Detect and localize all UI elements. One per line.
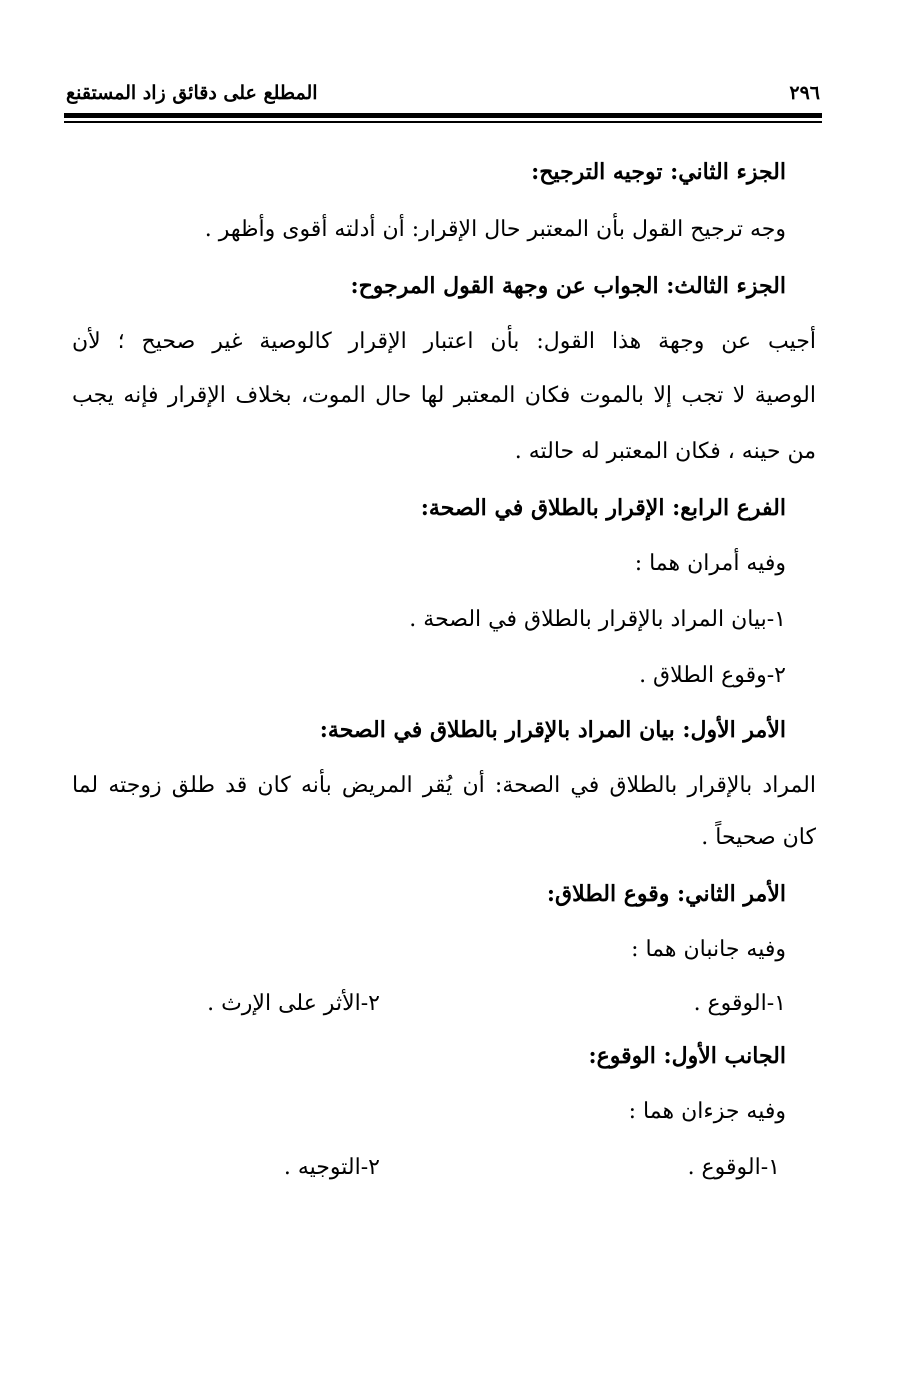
header-rule-thick bbox=[64, 113, 822, 118]
paragraph-line: وفيه جانبان هما : bbox=[631, 937, 786, 962]
paragraph-line: من حينه ، فكان المعتبر له حالته . bbox=[514, 439, 816, 464]
list-item: ١-الوقوع . bbox=[687, 1155, 780, 1180]
list-row bbox=[80, 984, 786, 1024]
list-item: ١-بيان المراد بالإقرار بالطلاق في الصحة . bbox=[409, 607, 786, 632]
page-number: ٢٩٦ bbox=[789, 82, 820, 104]
paragraph-line: الوصية لا تجب إلا بالموت فكان المعتبر لها حال الموت، بخلاف الإقرار فإنه يجب bbox=[72, 383, 816, 408]
section-heading: الفرع الرابع: الإقرار بالطلاق في الصحة: bbox=[420, 495, 786, 521]
list-item: ٢-وقوع الطلاق . bbox=[639, 663, 786, 688]
paragraph-line: المراد بالإقرار بالطلاق في الصحة: أن يُقر المريض بأنه كان قد طلق زوجته لما bbox=[72, 773, 816, 798]
section-heading: الجانب الأول: الوقوع: bbox=[588, 1043, 786, 1069]
list-row bbox=[80, 1148, 780, 1188]
book-title: المطلع على دقائق زاد المستقنع bbox=[66, 82, 318, 104]
paragraph-line: وفيه أمران هما : bbox=[634, 551, 786, 576]
header-rule-thin bbox=[64, 121, 822, 123]
running-header bbox=[66, 76, 820, 110]
list-item: ١-الوقوع . bbox=[693, 991, 786, 1016]
paragraph-line: وجه ترجيح القول بأن المعتبر حال الإقرار: أن أدلته أقوى وأظهر . bbox=[204, 217, 786, 242]
section-heading: الجزء الثاني: توجيه الترجيح: bbox=[531, 159, 786, 185]
section-heading: الجزء الثالث: الجواب عن وجهة القول المرجوح: bbox=[350, 273, 786, 299]
section-heading: الأمر الثاني: وقوع الطلاق: bbox=[546, 881, 786, 907]
section-heading: الأمر الأول: بيان المراد بالإقرار بالطلاق في الصحة: bbox=[319, 717, 786, 743]
list-item: ٢-التوجيه . bbox=[283, 1155, 380, 1180]
paragraph-line: وفيه جزءان هما : bbox=[628, 1099, 786, 1124]
paragraph-line: كان صحيحاً . bbox=[701, 825, 816, 850]
paragraph-line: أجيب عن وجهة هذا القول: بأن اعتبار الإقرار كالوصية غير صحيح ؛ لأن bbox=[72, 329, 816, 354]
list-item: ٢-الأثر على الإرث . bbox=[207, 991, 380, 1016]
